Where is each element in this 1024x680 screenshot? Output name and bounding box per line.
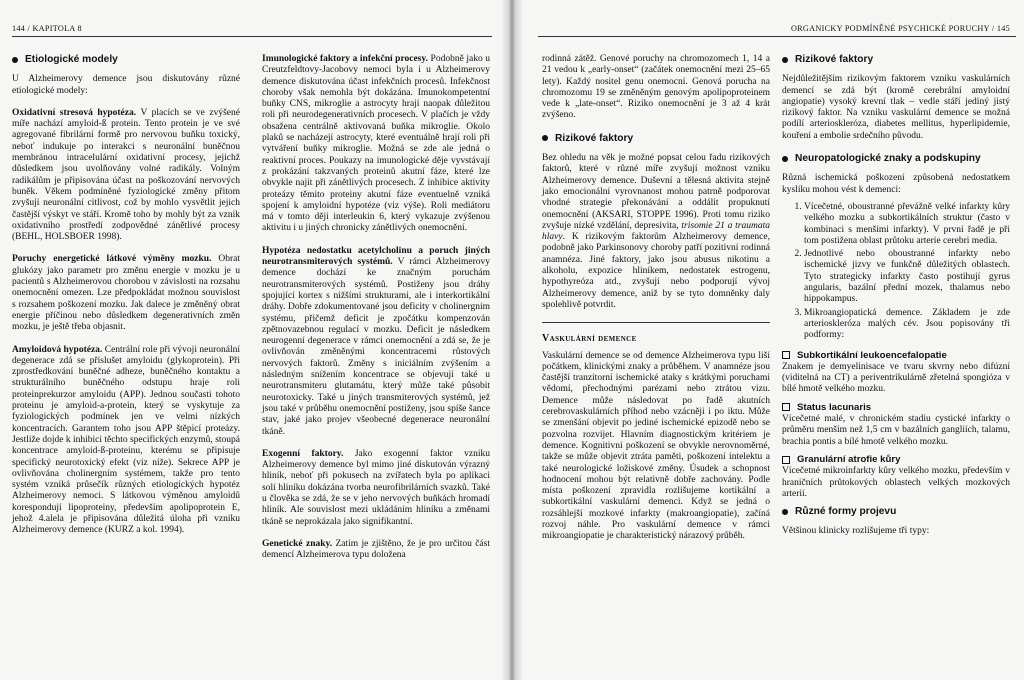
bullet-icon bbox=[782, 57, 788, 63]
section-heading-vascular-dementia: Vaskulární demence bbox=[542, 322, 770, 344]
list-item: 2. Jednotlivé nebo oboustranné infarkty nebo ischemické jizvy ve funkčně důležitých oblastech. Tyto strategicky infarkty často postihují gyrus angularis, bazální přední mozek, thalamus nebo hippokampus. bbox=[804, 249, 1010, 305]
paragraph: Genetické znaky. Zatím je zjištěno, že je pro určitou část demencí Alzheimerova typu doložena bbox=[262, 538, 490, 561]
paragraph: Bez ohledu na věk je možné popsat celou řadu rizikových faktorů, které v různé míře zvyšují možnost vzniku Alzheimerovy demence. Duševní a tělesná aktivita stejně jako emocionální vyrovnanost mohou patrně podporovat vhodné strategie překonávání a oddálit propuknutí onemocnění (AKSARI, STOPPE 1996). Proti tomu riziko zvyšuje nízké vzdělání, depresivita, trisomie 21 a traumata hlavy. K rizikovým faktorům Alzheimerovy demence, podobně jako Parkinsonovy choroby patří pozitivní rodinná anamnéza. Jiné faktory, jako jsou abusus nikotinu a alkoholu, expozice hliníkem, nedostatek estrogenu, hypothyreóza atd., zvyšují nebo podporují vývoj Alzheimerovy demence, aniž by se tyto domněnky daly spolehlivě potvrdit. bbox=[542, 153, 771, 310]
subheading-granular-atrophy: Granulární atrofie kůry bbox=[782, 454, 1010, 465]
right-page bbox=[518, 0, 1024, 680]
section-heading-forms: Různé formy projevu bbox=[782, 506, 1010, 517]
bullet-icon bbox=[542, 135, 548, 141]
right-column-2 bbox=[782, 54, 1010, 549]
checkbox-square-icon bbox=[782, 456, 790, 464]
subheading-leukoencephalopathy: Subkortikální leukoencefalopatie bbox=[782, 350, 1010, 361]
checkbox-square-icon bbox=[782, 403, 790, 411]
subheading-status-lacunaris: Status lacunaris bbox=[782, 402, 1010, 413]
paragraph: Hypotéza nedostatku acetylcholinu a poruch jiných neurotransmiterových systémů. V rámci Alzheimerovy demence dochází ke značným poruchám neurotransmiterových systémů. Postiženy jsou dráhy spojující kortex s nižšími strukturami, ale i interkortikální dráhy. Dobře zdokumentované jsou deficity v cholinergním systému, přičemž deficit je zpočátku kompenzován zpětnovazebnou regulací v mozku. Deficit je následkem neurogenní degenerace v rámci onemocnění a zdá se, že je ovlivňován změněnými koncentracemi růstových nervových faktorů. Změny s iniciálním zvýšením a následným snížením koncentrace se objevují také u neurotransmiteru glutamátu, který může také působit neurotoxicky. Také u jiných transmiterových systémů, jež jsou také v průběhu onemocnění postiženy, jsou spíše šance stav, jaké jako projev všeobecné degenerace neuronální tkáně. bbox=[262, 245, 491, 437]
section-heading-neuropathology: Neuropatologické znaky a podskupiny bbox=[782, 153, 1010, 164]
numbered-list bbox=[782, 202, 1010, 342]
left-page bbox=[0, 0, 506, 680]
paragraph: Vícečetné mikroinfarkty kůry velkého mozku, především v hraničních průtokových oblastech velkých mozkových arterií. bbox=[782, 466, 1010, 499]
paragraph: Vaskulární demence se od demence Alzheimerova typu liší počátkem, klinickými znaky a průběhem. V anamnéze jsou častější tranzitorní ischemické ataky s krátkými poruchami vědomí, přechodnými parézami nebo ztrátou vizu. Demence může následovat po řadě akutních cerebrovaskulárních příhod nebo vzácněji i po iktu. Může se zmenšání objevit po jediné ischemické epizodě nebo se pozvolna rozvíjet. Hlavním diagnostickým kritériem je demence. Kognitivní poškození se obvykle nerovnoměrné, takže se může objevit ztráta paměti, poškození intelektu a také neurologické ložiskové změny. Úsudek a schopnost hodnocení mohou být relativně dobře zachovány. Podle místa poškození zpravidla rozlišujeme kortikální a subkortikální vaskulární demenci. Když se jedná o rozsáhlejší mozkové infarkty (makroangiopatie), začíná rozvoj náhle. Pro vaskulární demence v rámci mikroangiopatie je charakteristický nárazový průběh. bbox=[542, 350, 770, 542]
bullet-icon bbox=[782, 156, 788, 162]
paragraph: U Alzheimerovy demence jsou diskutovány různé etiologické modely: bbox=[12, 74, 240, 96]
paragraph: Amyloidová hypotéza. Centrální role při vývoji neuronální degenerace zdá se příslušet amyloidu (glykoprotein). Při zprostředkování buněčné adheze, buněčného kontaktu a strukturálního buněčného odstupu hraje roli proteinprekurzor amyloidu (APP). Jednou současti tohoto proteinu je amyloid-a-protein, který se vyskytuje za fyziologických podmínek jen ve velmi nízkých koncentracích. Garantem toho jsou APP štěpicí proteázy. Jestliže dojde k inhibici těchto specifických enzymů, stoupá koncentrace amyloid-ß-proteinu, kterému se připisuje specifický neurotoxický efekt (viz níže). Sekrece APP je ovlivňována cholinergním systémem, takže pro tento systém vzniká průsečík různých etiologických hypotéz Alzheimerovy nemoci. S látkovou výměnou amyloidů korespondují lipoproteiny, především apolipoprotein E, jehož 4.alela je připisována důležitá úloha při vzniku Alzheimerovy demence (KURZ a kol. 1994). bbox=[12, 344, 241, 536]
bullet-icon bbox=[782, 509, 788, 515]
right-column-1 bbox=[542, 54, 770, 554]
paragraph: Znakem je demyelinisace ve tvaru skvrny nebo difúzní (viditelná na CT) a periventrikulárně zřetelná spongióza v bílé hmotě velkého mozku. bbox=[782, 361, 1010, 395]
left-header-rule bbox=[12, 36, 492, 37]
paragraph: Různá ischemická poškození způsobená nedostatkem kyslíku mohou vést k demenci: bbox=[782, 173, 1010, 195]
list-item: 3. Mikroangiopatická demence. Základem je zde arterioskleróza malých cév. Jsou popisovány tři podformy: bbox=[804, 308, 1010, 342]
section-heading-risk-factors: Rizikové faktory bbox=[542, 133, 770, 144]
bullet-icon bbox=[12, 57, 18, 63]
paragraph: Vícečetné malé, v chronickém stadiu cystické infarkty o průměru menším než 1,5 cm v bazálních gangliích, talamu, brachia pontis a bílé hmotě velkého mozku. bbox=[782, 414, 1010, 447]
paragraph: Poruchy energetické látkové výměny mozku. Obrat glukózy jako parametr pro změnu energie v mozku je u pacientů s Alzheimerovou chorobou v závislosti na rozsahu onemocnění omezen. Lze předpokládat možnou souvislost s rozsahem poškození mozku. Jak dalece je změněný obrat energie příčinou nebo důsledkem degenerativních změn mozku, je ještě třeba objasnit. bbox=[12, 254, 240, 333]
paragraph: rodinná zátěž. Genové poruchy na chromozomech 1, 14 a 21 vedou k „early-onset“ (začátek onemocnění mezi 25–65 lety). Každý nositel genu onemocní. Genová porucha na chromozomu 19 se změněným genovým apolipoproteinem vede k „late-onset“. Riziko onemocnění je 3 až 4 krát zvýšeno. bbox=[542, 54, 770, 121]
paragraph: Většinou klinicky rozlišujeme tři typy: bbox=[782, 526, 930, 537]
left-column-1 bbox=[12, 54, 240, 548]
book-gutter bbox=[500, 0, 524, 680]
left-running-head: 144 / KAPITOLA 8 bbox=[12, 24, 82, 33]
paragraph: Oxidativní stresová hypotéza. V placích se ve zvýšené míře nachází amyloid-ß protein. Tento protein je ve své agregované fibrilární formě pro nervovou buňku toxický, neboť indukuje po interakci s neuronální buněčnou membránou intracelulární oxidativní procesy, jejichž důsledkem jsou uvolňovány volné radikály. Volným radikálům je připisována účast na poškozování nervových buněk. Věkem podmíněné fyziologické změny přitom zvyšují neuronální citlivost, což by mohlo vysvětlit jejich častější výskyt ve stáří. Kromě toho by mohly být za vznik oxidativního prostředí zodpovědné zánětlivé procesy (BEHL, HOLSBOER 1998). bbox=[12, 107, 240, 243]
left-column-2 bbox=[262, 54, 490, 572]
right-header-rule bbox=[538, 36, 1016, 37]
paragraph: Exogenní faktory. Jako exogenní faktor vzniku Alzheimerovy demence byl mimo jiné diskutován výrazný hliník, neboť při pokusech na zvířatech byla po aplikaci solí hliníku dokázána tvorba neurofibrilárních svazků. Také u člověka se zdá, že se v jeho nervových buňkách hromadí hliník. Ale souvislost mezi ukládáním hliníku a změnami tkáně se neprokázala jako signifikantní. bbox=[262, 448, 491, 527]
section-heading-risk-factors-2: Rizikové faktory bbox=[782, 54, 1010, 65]
checkbox-square-icon bbox=[782, 351, 790, 359]
paragraph: Nejdůležitějším rizikovým faktorem vzniku vaskulárních demencí se zdá být (kromě cerebrální amyloidní angiopatie) vysoký krevní tlak – vedle stáří jediný jistý rizikový faktor. Na vzniku vaskulární demence se možná podílí arterioskleróza, diabetes mellitus, hyperlipidemie, kouření a embolie srdečního původu. bbox=[782, 74, 1010, 141]
list-item: 1. Vícečetné, oboustranné převážně velké infarkty kůry velkého mozku a subkortikálních struktur (často v kombinaci s menšími infarkty). V první řadě je při tom postižena oblast průtoku arterie cerebri media. bbox=[804, 202, 1010, 247]
section-heading-etiology: Etiologické modely bbox=[12, 54, 240, 65]
paragraph: Imunologické faktory a infekční procesy. Podobně jako u Creutzfeldtovy-Jacobovy nemoci byla i u Alzheimerovy demence diskutována účast infekčních procesů. Infekčnost choroby však nemohla být dokázána. Imunokompetentní buňky CNS, mikroglie a astrocyty hrají naopak důležitou roli při neurodegenerativních procesech. V plačích je vždy obsažena centrálně aktivovaná buňka mikroglie. Okolo plaků se nacházejí astrocyty, které eventuálně hrají roli při vytváření buňky mikroglie. Možná se zde ale jedná o reaktivní proces. Poukazy na imunologické děje vyvstávají z prokázání takzvaných proteinů akutní fáze, které lze obvykle najít při zánětlivých procesech. Z inhibice aktivity proteázy těmito proteiny akutní fáze eventuelně vzniká spojení k amyloidní hypotéze (viz výše). Roli mediátoru má v tomto ději interleukin 6, který vykazuje zvýšenou aktivitu i u jiných chronicky zánětlivých onemocnění. bbox=[262, 54, 490, 234]
right-running-head: ORGANICKY PODMÍNĚNÉ PSYCHICKÉ PORUCHY / 145 bbox=[790, 24, 1010, 33]
